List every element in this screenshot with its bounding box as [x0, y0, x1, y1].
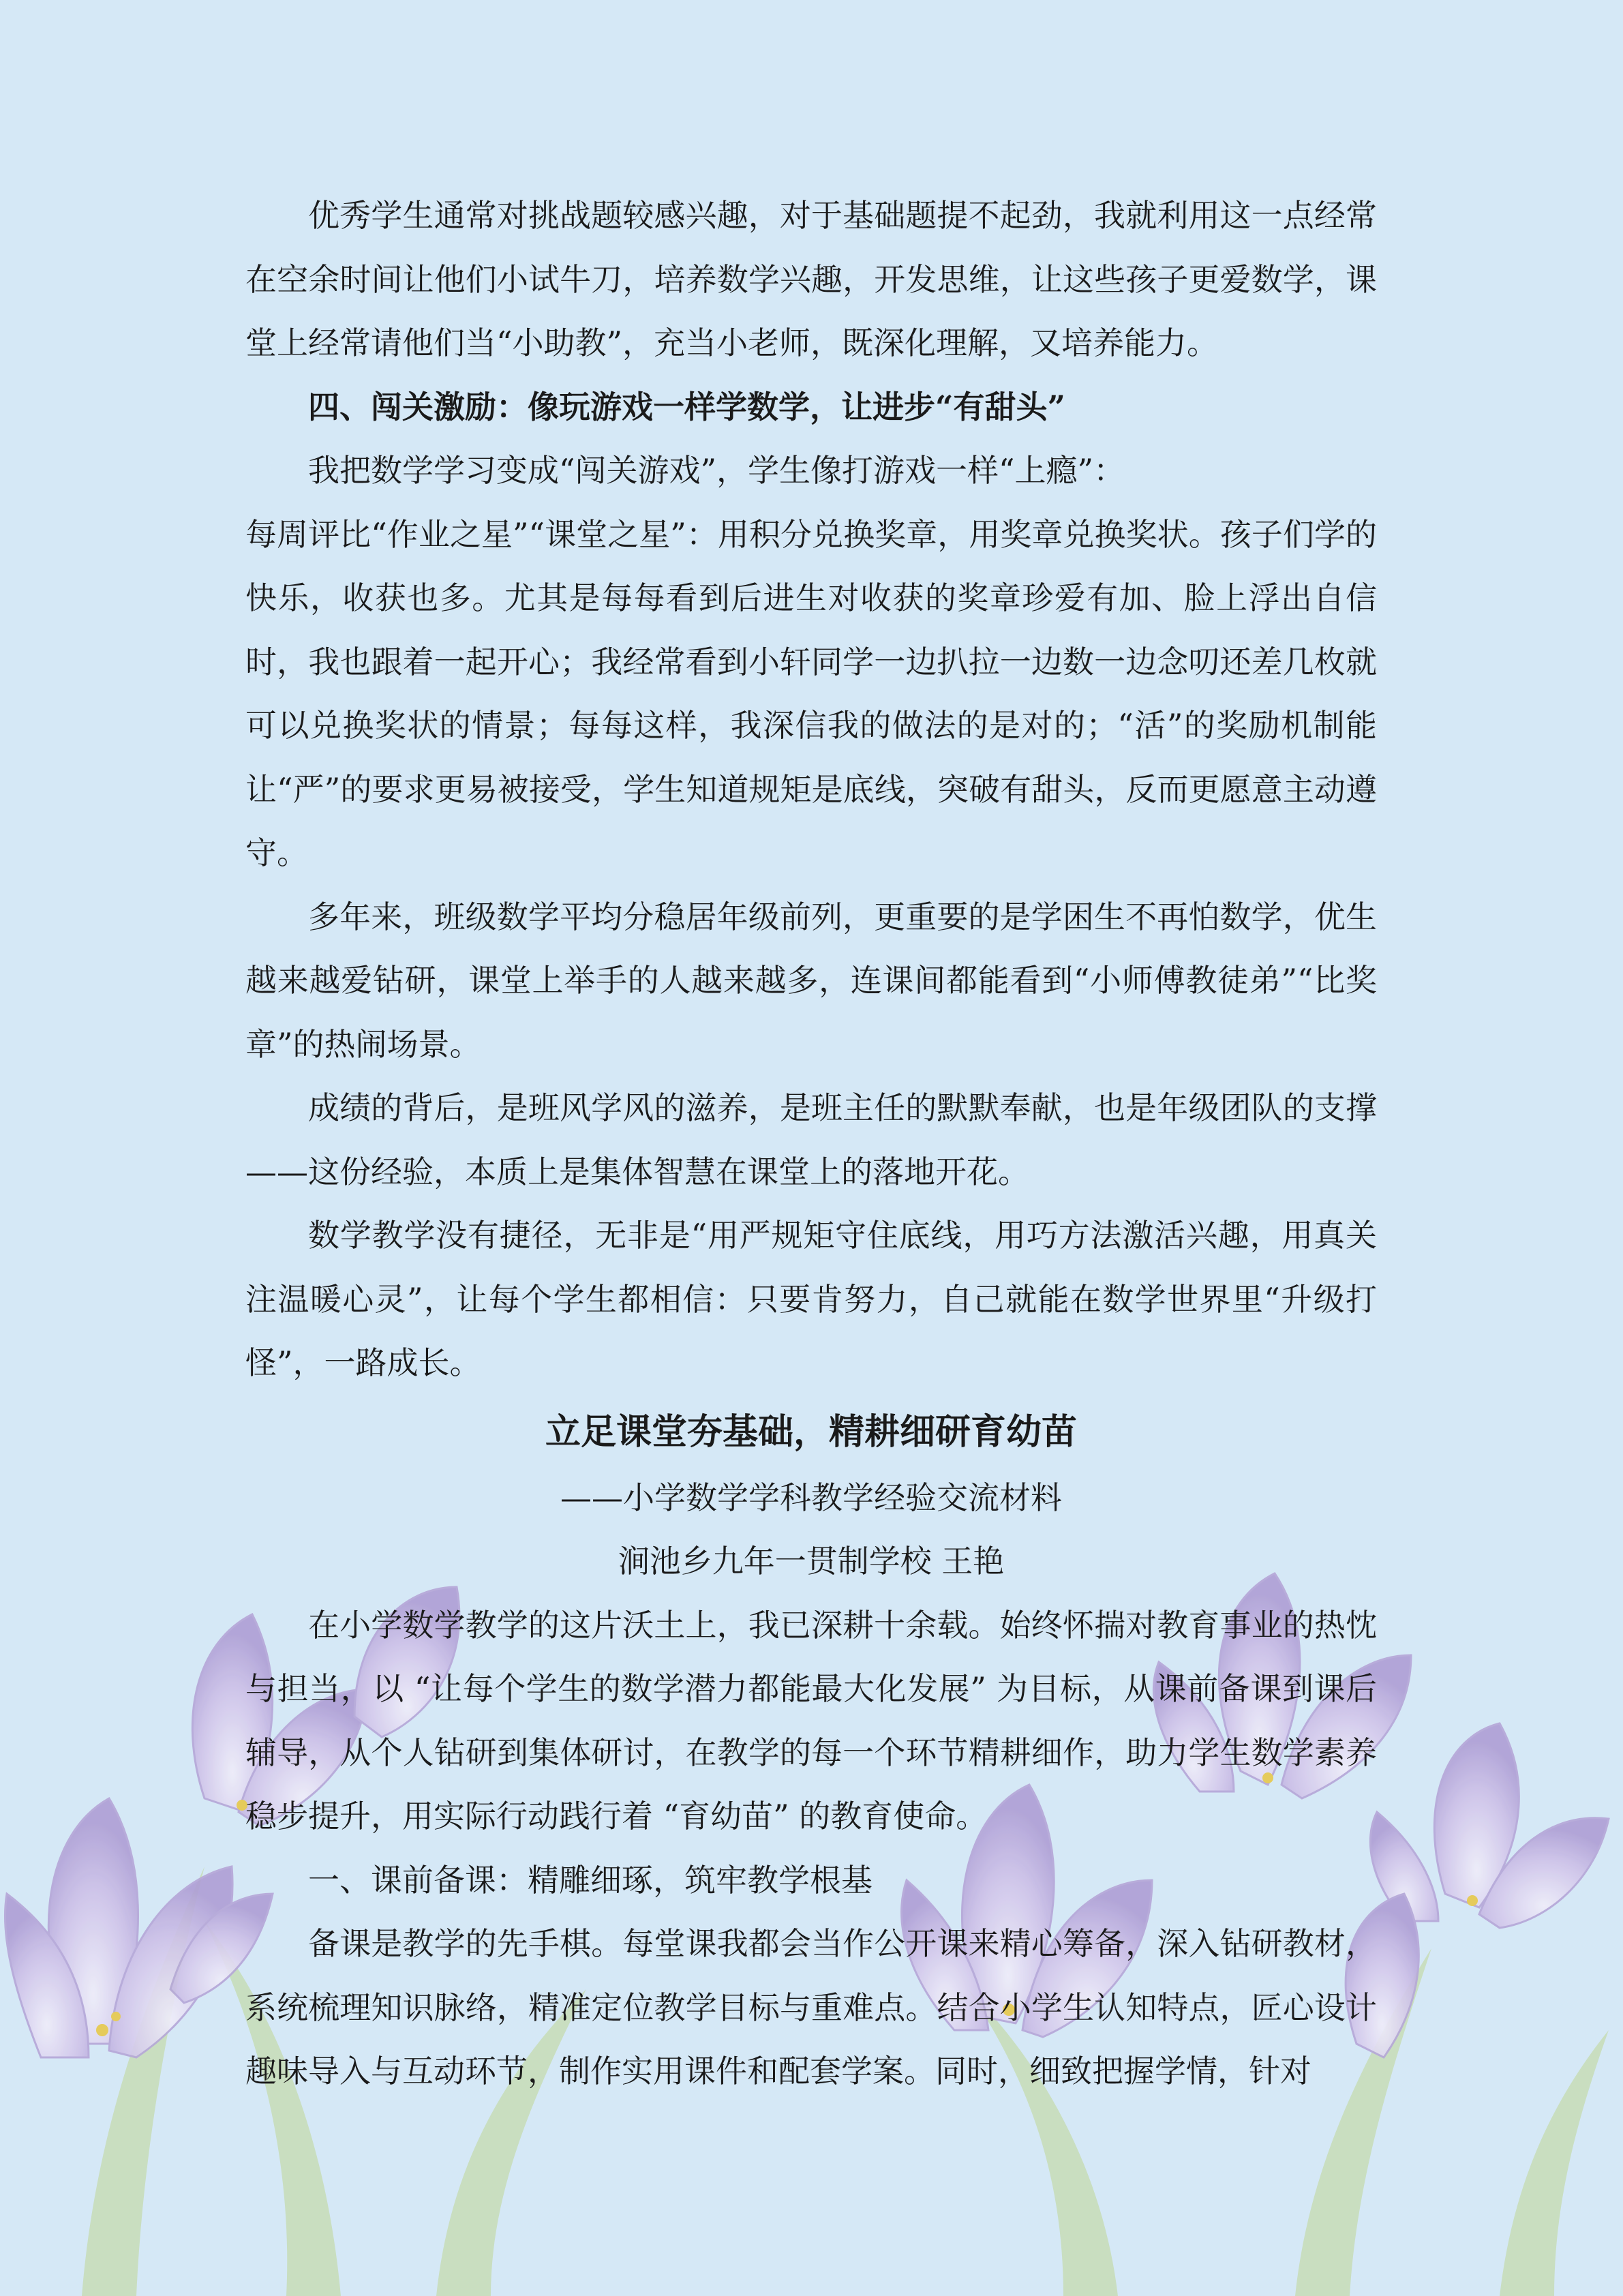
paragraph-behind-results: 成绩的背后，是班风学风的滋养，是班主任的默默奉献，也是年级团队的支撑——这份经验，本质上是集体智慧在课堂上的落地开花。 [245, 1089, 1377, 1190]
paragraph-game-intro: 我把数学学习变成“闯关游戏”，学生像打游戏一样“上瘾”： [308, 452, 1125, 489]
paragraph-results: 多年来，班级数学平均分稳居年级前列，更重要的是学困生不再怕数学，优生越来越爱钻研，课堂上举手的人越来越多，连课间都能看到“小师傅教徒弟”“比奖章”的热闹场景。 [245, 898, 1377, 1063]
article-title: 立足课堂夯基础，精耕细研育幼苗 [545, 1410, 1077, 1453]
article-author: 涧池乡九年一贯制学校 王艳 [618, 1543, 1005, 1580]
section-heading-4: 四、闯关激励：像玩游戏一样学数学，让进步“有甜头” [308, 388, 1065, 425]
paragraph-top-students: 优秀学生通常对挑战题较感兴趣，对于基础题提不起劲，我就利用这一点经常在空余时间让他们小试牛刀，培养数学兴趣，开发思维，让这些孩子更爱数学，课堂上经常请他们当“小助教”，充当小老师，既深化理解，又培养能力。 [245, 197, 1377, 361]
paragraph-intro: 在小学数学教学的这片沃土上，我已深耕十余载。始终怀揣对教育事业的热忱与担当，以 “让每个学生的数学潜力都能最大化发展” 为目标，从课前备课到课后辅导，从个人钻研到集体研讨，在教学的每一个环节精耕细作，助力学生数学素养稳步提升，用实际行动践行着 “育幼苗” 的教育使命。 [245, 1606, 1377, 1834]
section-heading-1: 一、课前备课：精雕细琢，筑牢教学根基 [308, 1861, 873, 1899]
article-subtitle: ——小学数学学科教学经验交流材料 [560, 1479, 1062, 1516]
paragraph-weekly-stars: 每周评比“作业之星”“课堂之星”：用积分兑换奖章，用奖章兑换奖状。孩子们学的快乐，收获也多。尤其是每每看到后进生对收获的奖章珍爱有加、脸上浮出自信时，我也跟着一起开心；我经常看到小轩同学一边扒拉一边数一边念叨还差几枚就可以兑换奖状的情景；每每这样，我深信我的做法的是对的；“活”的奖励机制能让“严”的要求更易被接受，学生知道规矩是底线，突破有甜头，反而更愿意主动遵守。 [245, 515, 1377, 871]
document-body [245, 184, 1377, 2104]
paragraph-lesson-prep: 备课是教学的先手棋。每堂课我都会当作公开课来精心筹备，深入钻研教材，系统梳理知识脉络，精准定位教学目标与重难点。结合小学生认知特点，匠心设计趣味导入与互动环节，制作实用课件和配套学案。同时，细致把握学情，针对 [245, 1925, 1377, 2089]
paragraph-conclusion: 数学教学没有捷径，无非是“用严规矩守住底线，用巧方法激活兴趣，用真关注温暖心灵”，让每个学生都相信：只要肯努力，自己就能在数学世界里“升级打怪”，一路成长。 [245, 1217, 1377, 1381]
